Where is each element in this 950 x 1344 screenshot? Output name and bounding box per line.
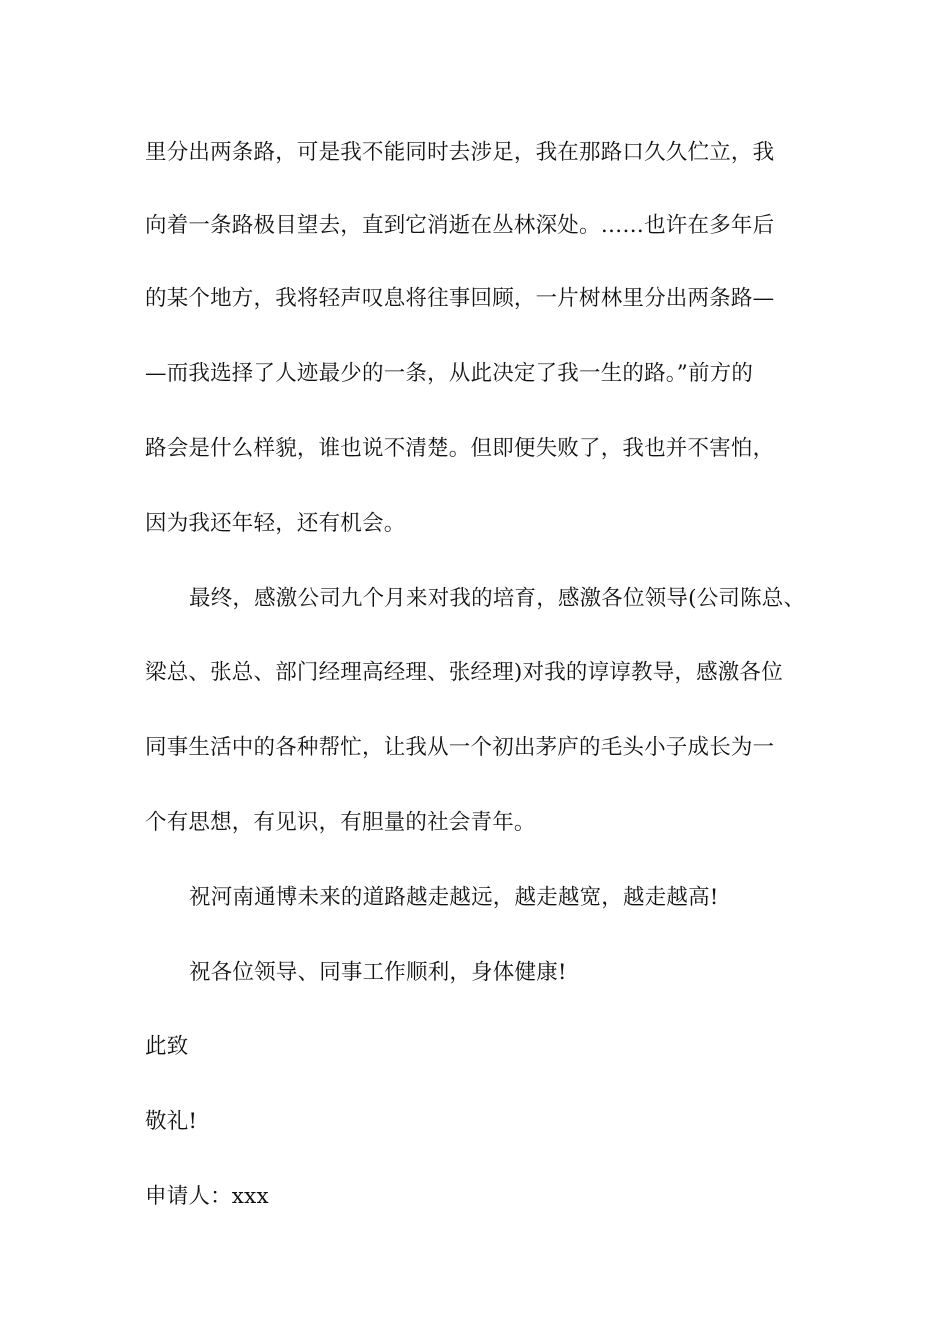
- paragraph-2-line-3: 同事生活中的各种帮忙，让我从一个初出茅庐的毛头小子成长为一: [145, 735, 775, 760]
- paragraph-1-line-2: 向着一条路极目望去，直到它消逝在丛林深处。……也许在多年后: [145, 213, 775, 238]
- paragraph-1-line-3: 的某个地方，我将轻声叹息将往事回顾，一片树林里分出两条路—: [145, 286, 775, 311]
- paragraph-1-line-6: 因为我还年轻，还有机会。: [145, 511, 406, 536]
- paragraph-1-line-4: —而我选择了人迹最少的一条，从此决定了我一生的路。”前方的: [145, 361, 754, 386]
- paragraph-2-line-2: 梁总、张总、部门经理高经理、张经理)对我的谆谆教导，感激各位: [145, 660, 783, 685]
- wish-line-1: 祝河南通博未来的道路越走越远，越走越宽，越走越高!: [189, 885, 719, 910]
- wish-line-2: 祝各位领导、同事工作顺利，身体健康!: [189, 960, 567, 985]
- closing-salutation: 此致: [145, 1034, 189, 1059]
- applicant-signature: 申请人：xxx: [145, 1184, 269, 1209]
- paragraph-2-line-1: 最终，感激公司九个月来对我的培育，感激各位领导(公司陈总、: [189, 586, 806, 611]
- paragraph-1-line-5: 路会是什么样貌，谁也说不清楚。但即便失败了，我也并不害怕，: [145, 436, 775, 461]
- paragraph-2-line-4: 个有思想，有见识，有胆量的社会青年。: [145, 810, 536, 835]
- closing-regards: 敬礼!: [145, 1109, 198, 1134]
- paragraph-1-line-1: 里分出两条路，可是我不能同时去涉足，我在那路口久久伫立，我: [145, 140, 775, 165]
